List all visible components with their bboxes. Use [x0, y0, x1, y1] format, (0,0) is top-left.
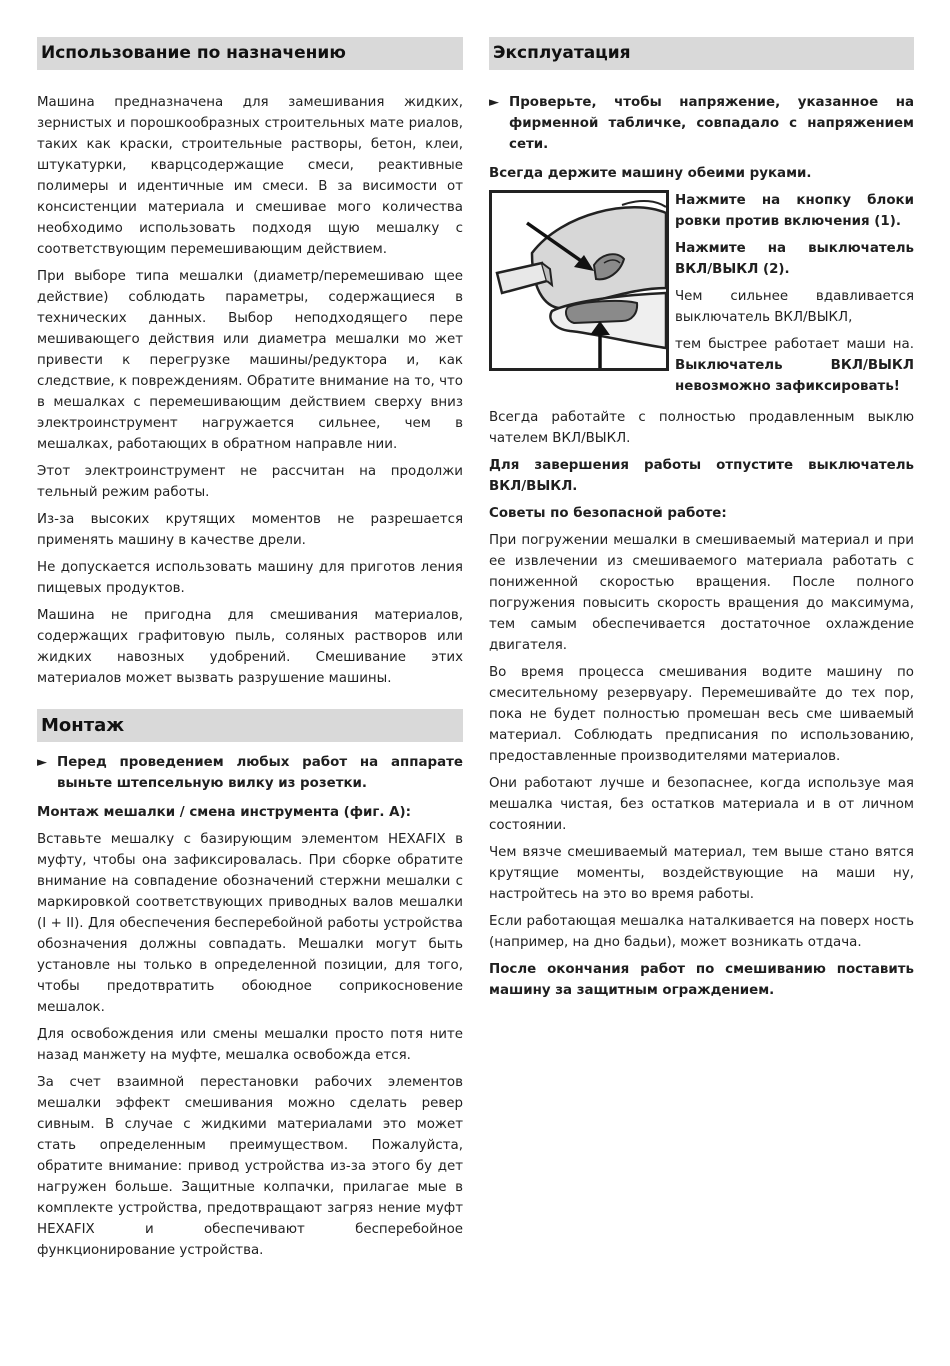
section-title-intended-use: Использование по назначению	[37, 37, 463, 70]
voltage-check-text: Проверьте, чтобы напряжение, указанное на фирменной табличке, совпадало с напряжением сети.	[509, 95, 914, 152]
safety-tip: Они работают лучше и безопаснее, когда используе мая мешалка чистая, без остатков материала и в от личном состоянии.	[489, 776, 914, 833]
machine-handle-illustration	[492, 193, 666, 368]
faster-text: тем быстрее работает маши на.	[675, 337, 914, 352]
section-title-operation: Эксплуатация	[489, 37, 914, 70]
assembly-paragraph: Вставьте мешалку с базирующим элементом HEXAFIX в муфту, чтобы она зафиксировалась. При сборке обратите внимание на совпадение обозначений стержни мешалки с маркировкой соответствующих приводных валов мешалки (I + II). Для обеспечения бесперебойной работы устройства обозначения должны совпадать. Мешалки могут быть установле ны только в определенной позиции, для того, чтобы предотвратить обоюдное соприкосновение мешалок.	[37, 832, 463, 1015]
final-instruction: После окончания работ по смешиванию поставить машину за защитным ограждением.	[489, 962, 914, 998]
intended-use-paragraph: При выборе типа мешалки (диаметр/перемешиваю щее действие) соблюдать параметры, содержащиеся в технических данных. Выбор неподходящего пере мешивающего действия или диаметра мешалки мо жет привести к перегрузке машины/редуктора и, как следствие, к повреждениям. Обратите внимание на то, что в мешалках с перемешивающим действием сверху вниз электроинструмент нагружается сильнее, чем в мешалках, работающих в обратном направле нии.	[37, 269, 463, 452]
intended-use-paragraph: Этот электроинструмент не рассчитан на продолжи тельный режим работы.	[37, 464, 463, 500]
bullet-arrow-icon: ►	[37, 755, 47, 770]
safety-tip: Чем вязче смешиваемый материал, тем выше стано вятся крутящие моменты, воздействующие на маши ну, настройтесь на это во время работы.	[489, 845, 914, 902]
operation-paragraph: Всегда работайте с полностью продавленным выклю чателем ВКЛ/ВЫКЛ.	[489, 410, 914, 446]
assembly-paragraph: Для освобождения или смены мешалки просто потя ните назад манжету на муфте, мешалка освобожда ется.	[37, 1027, 463, 1063]
safety-tip: Если работающая мешалка наталкивается на поверх ность (например, на дно бадьи), может возникать отдача.	[489, 914, 914, 950]
section-title-assembly: Монтаж	[37, 709, 463, 742]
safety-tip: Во время процесса смешивания водите машину по смесительному резервуару. Перемешивайте до тех пор, пока не будет полностью промешан весь сме шиваемый материал. Соблюдать предписания по использованию, предоставленные производителями материалов.	[489, 665, 914, 764]
bullet-arrow-icon: ►	[489, 95, 499, 110]
left-column	[37, 37, 463, 1267]
right-column	[489, 37, 914, 1007]
intended-use-paragraph: Не допускается использовать машину для приготов ления пищевых продуктов.	[37, 560, 463, 596]
safety-tips-heading: Советы по безопасной работе:	[489, 506, 727, 521]
assembly-paragraph: За счет взаимной перестановки рабочих элементов мешалки эффект смешивания можно сделать ревер сивным. В случае с жидкими материалами это может стать определенным преимуществом. Пожалуйста, обратите внимание: привод устройства из-за этого бу дет нагружен больше. Защитные колпачки, прилагае мые в комплекте устройства, предотвращают загряз нение муфт HEXAFIX и обеспечивают бесперебойное функционирование устройства.	[37, 1075, 463, 1258]
hold-with-both-hands: Всегда держите машину обеими руками.	[489, 166, 812, 181]
switch-illustration	[489, 190, 669, 371]
switch-figure-row	[489, 190, 914, 403]
safety-tip: При погружении мешалки в смешиваемый материал и при ее извлечении из смешиваемого материала работать с пониженной скоростью вращения. После полного погружения повысить скорость вращения до максимума, тем самым обеспечивается достаточное охлаждение двигателя.	[489, 533, 914, 653]
press-switch-text: Нажмите на выключатель ВКЛ/ВЫКЛ (2).	[675, 241, 914, 277]
intended-use-paragraph: Машина предназначена для замешивания жидких, зернистых и порошкообразных строительных мате риалов, таких как краски, строительные растворы, бетон, клеи, штукатурки, кварцсодержащие смеси, реактивные полимеры и идентичные им смеси. В за висимости от консистенции материала и смешивае мого количества необходимо использовать подходя щую мешалку с соответствующим перемешивающим действием.	[37, 95, 463, 257]
assembly-warning-bullet	[37, 752, 463, 794]
speed-depends-text: Чем сильнее вдавливается выключатель ВКЛ/ВЫКЛ,	[675, 289, 914, 325]
press-lock-button-text: Нажмите на кнопку блоки ровки против включения (1).	[675, 193, 914, 229]
intended-use-paragraph: Машина не пригодна для смешивания материалов, содержащих графитовую пыль, соляных растворов или жидких навозных удобрений. Смешивание этих материалов может вызвать разрушение машины.	[37, 608, 463, 686]
voltage-check-bullet	[489, 92, 914, 155]
speed-note	[675, 334, 914, 397]
no-lock-warning: Выключатель ВКЛ/ВЫКЛ невозможно зафиксировать!	[675, 358, 914, 394]
assembly-warning-text: Перед проведением любых работ на аппарате выньте штепсельную вилку из розетки.	[57, 755, 463, 791]
assembly-subheading: Монтаж мешалки / смена инструмента (фиг. A):	[37, 805, 412, 820]
intended-use-paragraph: Из-за высоких крутящих моментов не разрешается применять машину в качестве дрели.	[37, 512, 463, 548]
switch-instructions	[675, 190, 914, 403]
operation-finish-text: Для завершения работы отпустите выключатель ВКЛ/ВЫКЛ.	[489, 458, 914, 494]
